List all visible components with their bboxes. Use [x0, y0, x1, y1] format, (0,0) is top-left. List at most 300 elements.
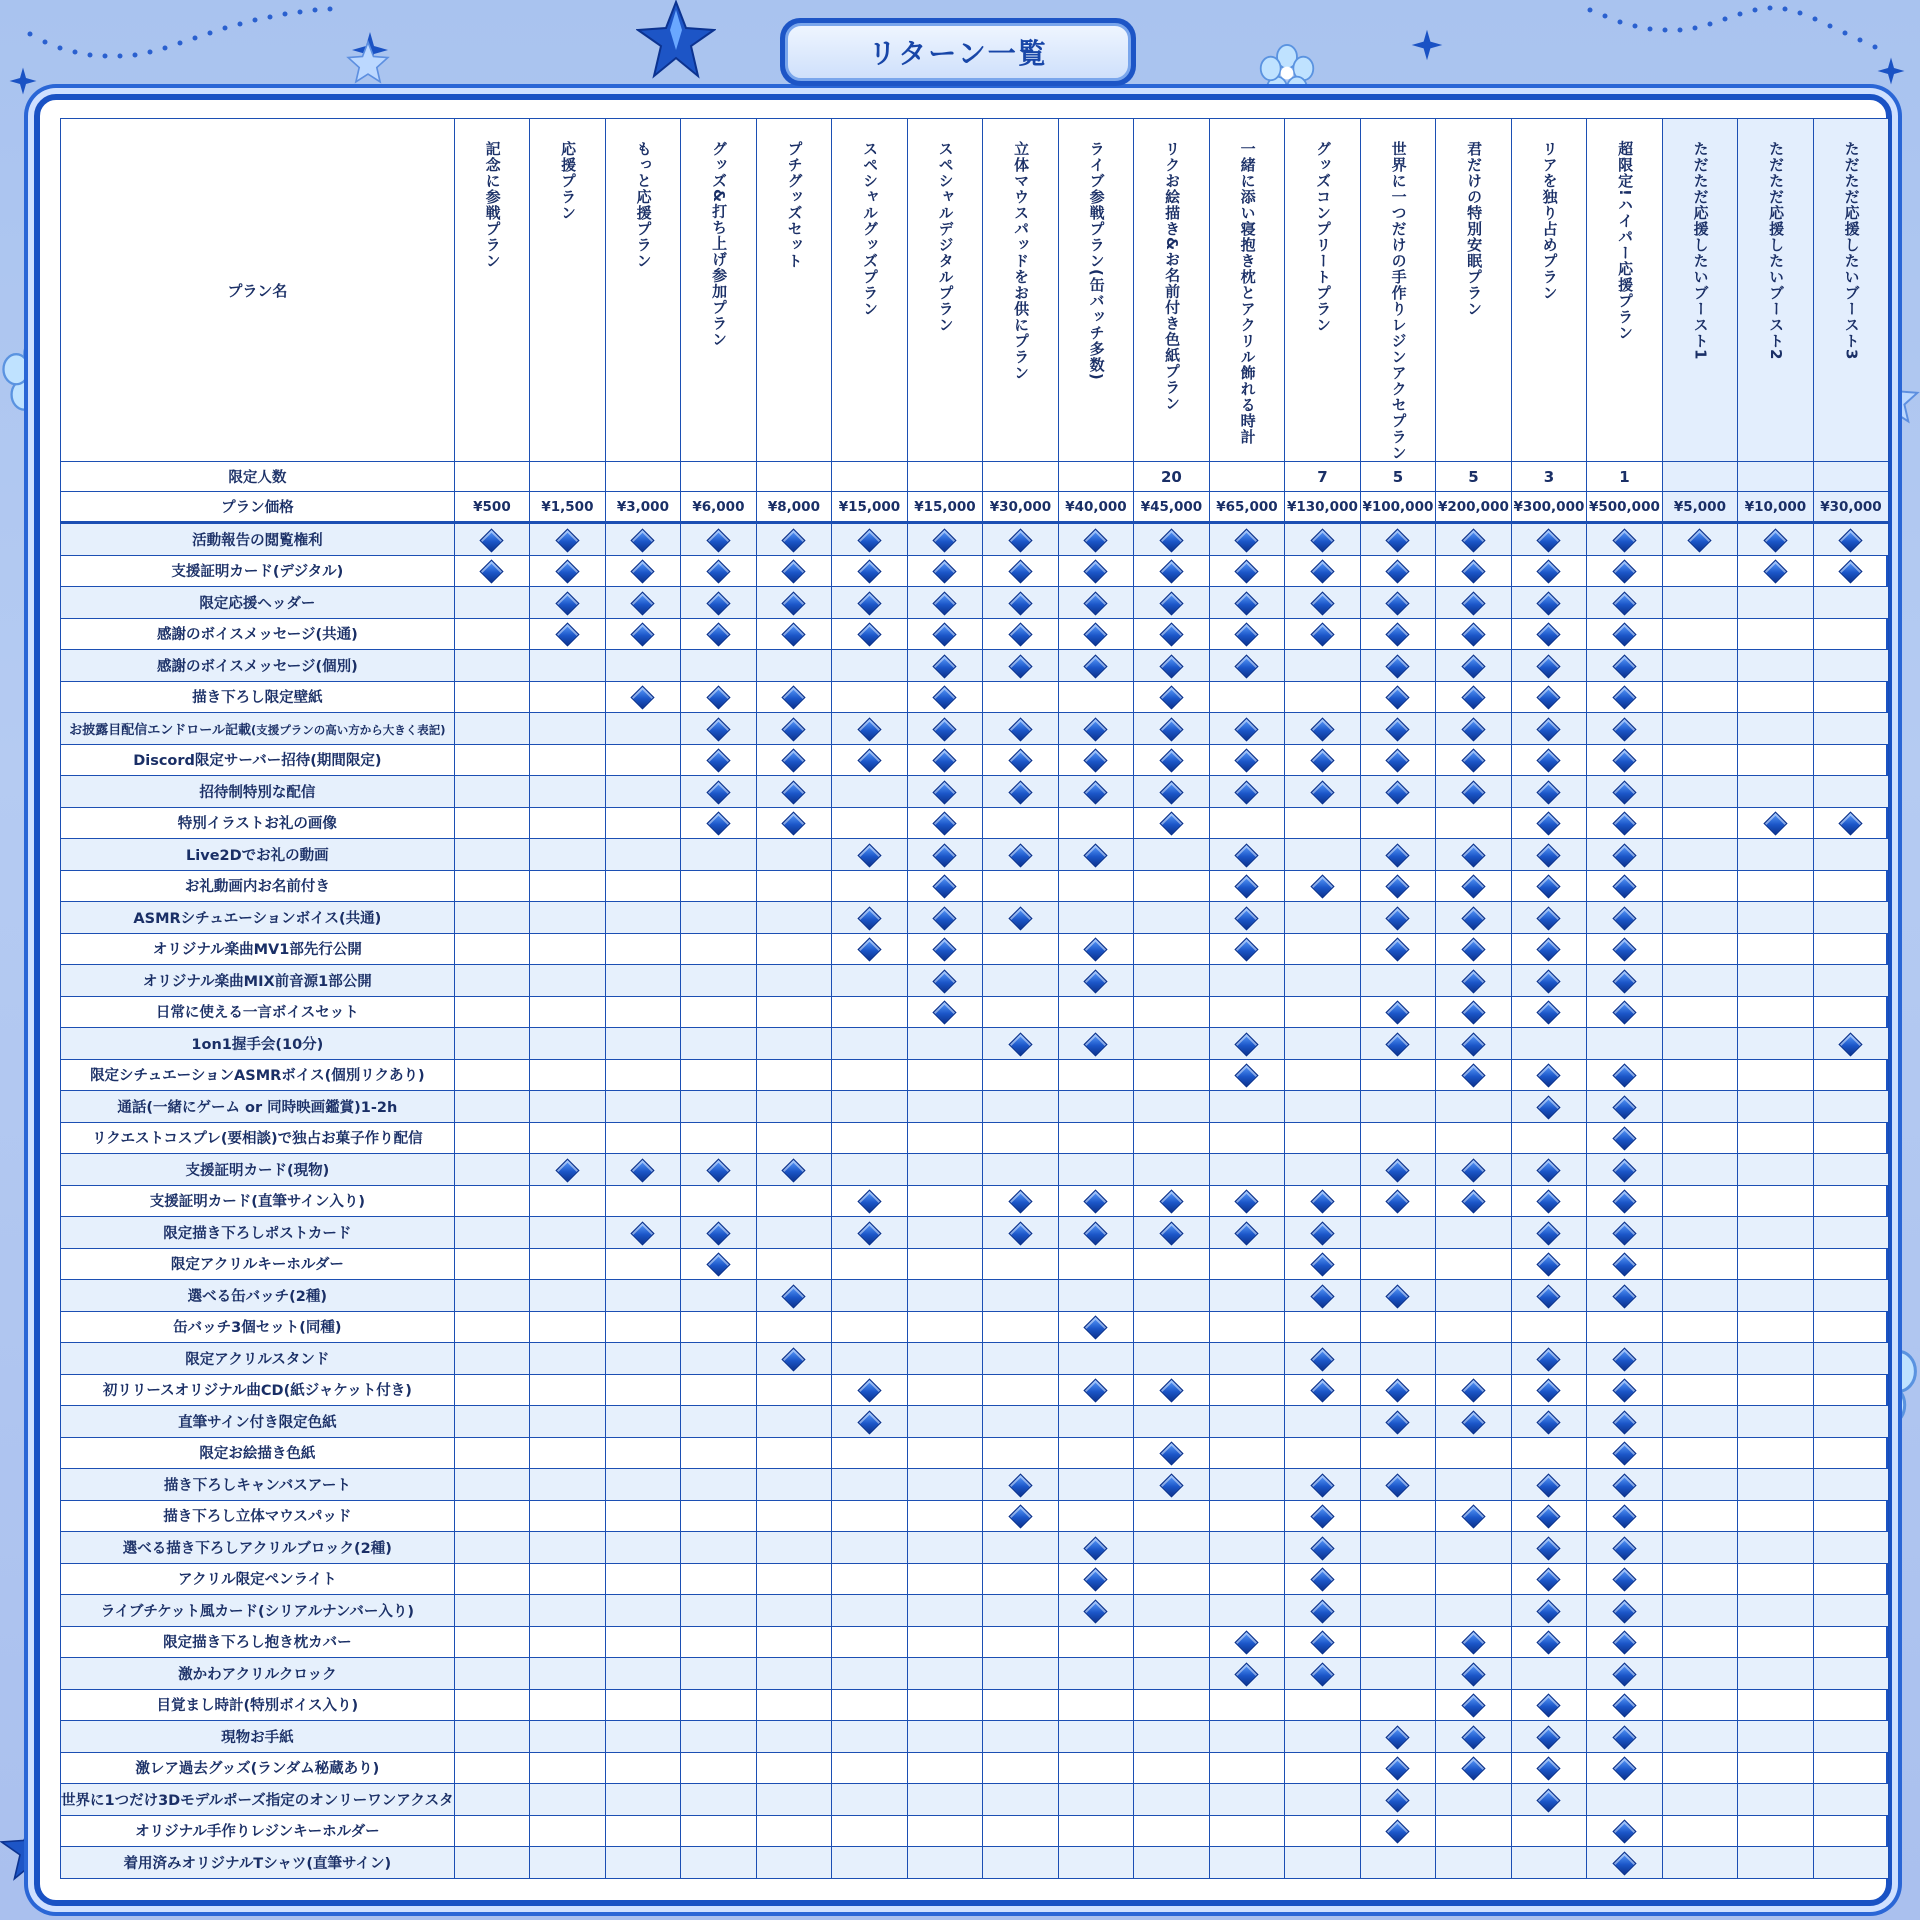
mark-cell [907, 1248, 983, 1280]
blue-diamond-icon [1763, 528, 1787, 552]
return-label-text: 限定アクリルスタンド [185, 1351, 330, 1368]
plan-name: ただただ応援したいブースト1 [1691, 141, 1710, 361]
blue-diamond-icon [782, 560, 806, 584]
plan-limit [454, 462, 530, 492]
plan-name: 一緒に添い寝抱き枕とアクリル飾れる時計 [1238, 141, 1257, 445]
blue-diamond-icon [1310, 1379, 1334, 1403]
return-label [61, 1343, 455, 1375]
blue-diamond-icon [1461, 906, 1485, 930]
blue-diamond-icon [1386, 906, 1410, 930]
mark-cell [983, 870, 1059, 902]
table-row [61, 523, 1889, 556]
mark-cell [605, 1658, 681, 1690]
blue-diamond-icon [1537, 1284, 1561, 1308]
mark-cell [1662, 1626, 1738, 1658]
mark-cell [1587, 681, 1663, 713]
return-label-text: オリジナル楽曲MV1部先行公開 [152, 942, 362, 959]
blue-diamond-icon [1084, 717, 1108, 741]
mark-cell [756, 681, 832, 713]
mark-cell [1813, 1847, 1889, 1879]
mark-cell [983, 587, 1059, 619]
mark-cell [1209, 1626, 1285, 1658]
mark-cell [756, 776, 832, 808]
mark-cell [756, 1469, 832, 1501]
mark-cell [1738, 1658, 1814, 1690]
mark-cell [1662, 996, 1738, 1028]
blue-diamond-icon [1008, 780, 1032, 804]
mark-cell [605, 1469, 681, 1501]
mark-cell [1738, 744, 1814, 776]
plan-limit [1209, 462, 1285, 492]
mark-cell [681, 1658, 757, 1690]
mark-cell [1436, 1437, 1512, 1469]
blue-diamond-icon [1461, 654, 1485, 678]
plan-limit [907, 462, 983, 492]
mark-cell [1813, 744, 1889, 776]
blue-diamond-icon [1235, 780, 1259, 804]
mark-cell [605, 1028, 681, 1060]
mark-cell [832, 1658, 908, 1690]
mark-cell [454, 902, 530, 934]
mark-cell [454, 1689, 530, 1721]
blue-diamond-icon [631, 591, 655, 615]
mark-cell [1587, 776, 1663, 808]
blue-diamond-icon [1386, 1725, 1410, 1749]
mark-cell [1511, 996, 1587, 1028]
mark-cell [605, 1847, 681, 1879]
blue-diamond-icon [1084, 1190, 1108, 1214]
mark-cell [1587, 587, 1663, 619]
mark-cell [1209, 870, 1285, 902]
blue-diamond-icon [1159, 1221, 1183, 1245]
mark-cell [605, 1563, 681, 1595]
mark-cell [1134, 650, 1210, 682]
blue-diamond-icon [1612, 1757, 1636, 1781]
mark-cell [983, 1217, 1059, 1249]
blue-diamond-icon [1537, 686, 1561, 710]
mark-cell [1662, 587, 1738, 619]
mark-cell [454, 1847, 530, 1879]
blue-diamond-icon [1461, 528, 1485, 552]
mark-cell [1285, 1059, 1361, 1091]
mark-cell [756, 1752, 832, 1784]
mark-cell [1209, 1406, 1285, 1438]
mark-cell [1134, 1815, 1210, 1847]
mark-cell [1058, 1059, 1134, 1091]
mark-cell [1134, 681, 1210, 713]
mark-cell [756, 1689, 832, 1721]
plan-header-19 [1813, 119, 1889, 462]
mark-cell [1285, 902, 1361, 934]
plan-name: スペシャルグッズプラン [861, 141, 880, 317]
mark-cell [1587, 1469, 1663, 1501]
mark-cell [907, 1311, 983, 1343]
mark-cell [1738, 933, 1814, 965]
return-label [61, 681, 455, 713]
mark-cell [530, 870, 606, 902]
plan-price: ¥15,000 [907, 492, 983, 523]
mark-cell [1813, 1626, 1889, 1658]
blue-diamond-icon [1612, 780, 1636, 804]
mark-cell [983, 1532, 1059, 1564]
mark-cell [907, 807, 983, 839]
mark-cell [1813, 1815, 1889, 1847]
mark-cell [983, 902, 1059, 934]
mark-cell [530, 1500, 606, 1532]
mark-cell [1285, 1847, 1361, 1879]
blue-diamond-icon [1839, 528, 1863, 552]
blue-diamond-icon [1310, 1473, 1334, 1497]
mark-cell [756, 1658, 832, 1690]
blue-diamond-icon [1537, 1599, 1561, 1623]
mark-cell [832, 1437, 908, 1469]
blue-diamond-icon [706, 528, 730, 552]
blue-diamond-icon [1612, 717, 1636, 741]
limit-row [61, 462, 1889, 492]
plan-header-5 [756, 119, 832, 462]
table-row [61, 870, 1889, 902]
mark-cell [983, 1595, 1059, 1627]
mark-cell [1436, 1217, 1512, 1249]
mark-cell [1134, 1752, 1210, 1784]
mark-cell [1587, 1154, 1663, 1186]
mark-cell [1285, 1469, 1361, 1501]
blue-diamond-icon [1386, 1757, 1410, 1781]
mark-cell [1738, 1374, 1814, 1406]
mark-cell [1134, 523, 1210, 556]
mark-cell [983, 1847, 1059, 1879]
plan-header-6 [832, 119, 908, 462]
mark-cell [983, 1469, 1059, 1501]
mark-cell [1360, 776, 1436, 808]
mark-cell [1209, 1122, 1285, 1154]
mark-cell [1285, 587, 1361, 619]
mark-cell [907, 681, 983, 713]
blue-diamond-icon [1008, 906, 1032, 930]
limit-row-label: 限定人数 [61, 462, 455, 492]
blue-diamond-icon [1386, 1379, 1410, 1403]
mark-cell [1360, 744, 1436, 776]
mark-cell [1285, 1563, 1361, 1595]
mark-cell [1662, 1595, 1738, 1627]
blue-diamond-icon [1461, 1001, 1485, 1025]
blue-diamond-icon [1386, 623, 1410, 647]
mark-cell [605, 1154, 681, 1186]
plan-price: ¥1,500 [530, 492, 606, 523]
mark-cell [907, 555, 983, 587]
blue-diamond-icon [1159, 591, 1183, 615]
return-label [61, 1091, 455, 1123]
plan-name: リクお絵描き&お名前付き色紙プラン [1163, 141, 1182, 412]
mark-cell [1360, 996, 1436, 1028]
mark-cell [756, 933, 832, 965]
blue-diamond-icon [933, 623, 957, 647]
mark-cell [1134, 996, 1210, 1028]
mark-cell [1813, 1469, 1889, 1501]
mark-cell [1587, 1752, 1663, 1784]
return-label-text: 限定描き下ろしポストカード [163, 1225, 352, 1242]
mark-cell [1813, 555, 1889, 587]
return-label-text: 描き下ろしキャンバスアート [163, 1477, 351, 1494]
mark-cell [907, 996, 983, 1028]
mark-cell [681, 1721, 757, 1753]
blue-diamond-icon [1386, 1158, 1410, 1182]
mark-cell [605, 965, 681, 997]
mark-cell [1285, 839, 1361, 871]
mark-cell [1813, 1658, 1889, 1690]
mark-cell [1436, 681, 1512, 713]
return-label-text: 限定アクリルキーホルダー [170, 1257, 344, 1274]
blue-diamond-icon [1612, 1410, 1636, 1434]
mark-cell [1058, 1154, 1134, 1186]
mark-cell [1134, 1122, 1210, 1154]
mark-cell [681, 1532, 757, 1564]
mark-cell [1360, 1406, 1436, 1438]
table-row [61, 1343, 1889, 1375]
return-label-text: 現物お手紙 [221, 1729, 294, 1746]
mark-cell [681, 618, 757, 650]
mark-cell [832, 933, 908, 965]
blue-diamond-icon [1008, 1505, 1032, 1529]
return-label-text: 限定シチュエーションASMRボイス(個別リクあり) [90, 1068, 425, 1085]
plan-name-header: プラン名 [61, 119, 455, 462]
mark-cell [530, 776, 606, 808]
blue-diamond-icon [706, 591, 730, 615]
mark-cell [681, 1311, 757, 1343]
mark-cell [756, 1248, 832, 1280]
blue-diamond-icon [1537, 1001, 1561, 1025]
mark-cell [605, 1500, 681, 1532]
mark-cell [1511, 523, 1587, 556]
blue-diamond-icon [1612, 1725, 1636, 1749]
mark-cell [1360, 839, 1436, 871]
mark-cell [907, 1815, 983, 1847]
return-label-text: 特別イラストお礼の画像 [177, 816, 337, 833]
return-label [61, 587, 455, 619]
mark-cell [1058, 870, 1134, 902]
mark-cell [1511, 713, 1587, 745]
mark-cell [1511, 1217, 1587, 1249]
blue-diamond-icon [1537, 1631, 1561, 1655]
mark-cell [605, 1374, 681, 1406]
plan-limit: 5 [1360, 462, 1436, 492]
mark-cell [1285, 1815, 1361, 1847]
mark-cell [605, 681, 681, 713]
mark-cell [1813, 1721, 1889, 1753]
blue-diamond-icon [706, 1253, 730, 1277]
mark-cell [1134, 1784, 1210, 1816]
mark-cell [1511, 555, 1587, 587]
table-row [61, 1374, 1889, 1406]
mark-cell [1134, 1217, 1210, 1249]
mark-cell [1285, 1721, 1361, 1753]
mark-cell [756, 555, 832, 587]
blue-diamond-icon [1461, 717, 1485, 741]
blue-diamond-icon [1386, 560, 1410, 584]
blue-diamond-icon [1612, 1001, 1636, 1025]
mark-cell [681, 555, 757, 587]
mark-cell [832, 1469, 908, 1501]
mark-cell [1058, 807, 1134, 839]
blue-diamond-icon [1386, 654, 1410, 678]
mark-cell [1436, 839, 1512, 871]
mark-cell [1587, 650, 1663, 682]
mark-cell [530, 587, 606, 619]
mark-cell [681, 1217, 757, 1249]
return-label-text: 目覚まし時計(特別ボイス入り) [156, 1698, 359, 1715]
blue-diamond-icon [631, 686, 655, 710]
table-row [61, 1626, 1889, 1658]
blue-diamond-icon [1310, 1536, 1334, 1560]
mark-cell [1058, 1374, 1134, 1406]
blue-diamond-icon [1084, 969, 1108, 993]
blue-diamond-icon [857, 591, 881, 615]
mark-cell [530, 1374, 606, 1406]
mark-cell [1436, 1280, 1512, 1312]
mark-cell [1738, 1248, 1814, 1280]
mark-cell [907, 902, 983, 934]
mark-cell [530, 1784, 606, 1816]
mark-cell [1436, 523, 1512, 556]
mark-cell [605, 1311, 681, 1343]
return-label [61, 996, 455, 1028]
blue-diamond-icon [1461, 1662, 1485, 1686]
mark-cell [1285, 1374, 1361, 1406]
mark-cell [832, 587, 908, 619]
return-label [61, 1689, 455, 1721]
blue-diamond-icon [1084, 1032, 1108, 1056]
small-star-icon [1876, 56, 1906, 86]
mark-cell [1738, 1091, 1814, 1123]
mark-cell [530, 933, 606, 965]
mark-cell [454, 807, 530, 839]
mark-cell [1134, 1658, 1210, 1690]
mark-cell [756, 650, 832, 682]
mark-cell [1360, 1122, 1436, 1154]
mark-cell [832, 996, 908, 1028]
mark-cell [1738, 1815, 1814, 1847]
mark-cell [907, 1280, 983, 1312]
blue-diamond-icon [1235, 591, 1259, 615]
mark-cell [454, 1784, 530, 1816]
mark-cell [681, 1437, 757, 1469]
mark-cell [530, 1721, 606, 1753]
mark-cell [1360, 1689, 1436, 1721]
mark-cell [454, 1532, 530, 1564]
table-row [61, 1122, 1889, 1154]
mark-cell [1587, 1689, 1663, 1721]
mark-cell [1587, 1248, 1663, 1280]
mark-cell [681, 1595, 757, 1627]
blue-diamond-icon [1310, 1631, 1334, 1655]
mark-cell [605, 650, 681, 682]
mark-cell [1209, 1343, 1285, 1375]
mark-cell [756, 807, 832, 839]
mark-cell [1436, 1626, 1512, 1658]
mark-cell [454, 681, 530, 713]
mark-cell [1134, 618, 1210, 650]
mark-cell [681, 965, 757, 997]
table-row [61, 1721, 1889, 1753]
mark-cell [454, 1217, 530, 1249]
mark-cell [983, 1815, 1059, 1847]
mark-cell [530, 1028, 606, 1060]
return-label-text: アクリル限定ペンライト [178, 1572, 337, 1589]
mark-cell [1511, 776, 1587, 808]
mark-cell [1134, 1059, 1210, 1091]
mark-cell [1813, 1532, 1889, 1564]
plan-limit [832, 462, 908, 492]
plan-limit: 1 [1587, 462, 1663, 492]
mark-cell [983, 1248, 1059, 1280]
blue-diamond-icon [1008, 654, 1032, 678]
mark-cell [1134, 902, 1210, 934]
mark-cell [1134, 587, 1210, 619]
table-row [61, 902, 1889, 934]
mark-cell [1285, 1343, 1361, 1375]
mark-cell [1587, 839, 1663, 871]
blue-diamond-icon [1839, 1032, 1863, 1056]
mark-cell [1738, 587, 1814, 619]
return-label [61, 523, 455, 556]
mark-cell [983, 1406, 1059, 1438]
table-row [61, 1847, 1889, 1879]
table-row [61, 1059, 1889, 1091]
mark-cell [1587, 1122, 1663, 1154]
mark-cell [756, 1500, 832, 1532]
blue-diamond-icon [933, 938, 957, 962]
mark-cell [1436, 744, 1512, 776]
mark-cell [756, 1721, 832, 1753]
blue-diamond-icon [857, 749, 881, 773]
return-label [61, 1437, 455, 1469]
mark-cell [1738, 996, 1814, 1028]
mark-cell [1436, 1658, 1512, 1690]
mark-cell [1360, 1154, 1436, 1186]
mark-cell [832, 1248, 908, 1280]
mark-cell [983, 1374, 1059, 1406]
mark-cell [530, 1626, 606, 1658]
mark-cell [1360, 870, 1436, 902]
mark-cell [1134, 1374, 1210, 1406]
blue-diamond-icon [631, 1158, 655, 1182]
mark-cell [832, 1122, 908, 1154]
mark-cell [907, 650, 983, 682]
blue-diamond-icon [1310, 1284, 1334, 1308]
mark-cell [1209, 807, 1285, 839]
return-label-text: 限定応援ヘッダー [199, 595, 316, 612]
table-row [61, 1595, 1889, 1627]
mark-cell [1360, 1532, 1436, 1564]
mark-cell [1662, 523, 1738, 556]
table-row [61, 996, 1889, 1028]
blue-diamond-icon [1159, 1442, 1183, 1466]
mark-cell [1209, 1311, 1285, 1343]
blue-diamond-icon [1537, 1788, 1561, 1812]
table-row [61, 1248, 1889, 1280]
mark-cell [1511, 1343, 1587, 1375]
mark-cell [1813, 1311, 1889, 1343]
mark-cell [1436, 933, 1512, 965]
blue-diamond-icon [1386, 591, 1410, 615]
return-label-text: Discord限定サーバー招待(期間限定) [133, 753, 382, 770]
blue-diamond-icon [1235, 1221, 1259, 1245]
plan-header-12 [1285, 119, 1361, 462]
mark-cell [681, 902, 757, 934]
mark-cell [756, 1784, 832, 1816]
table-row [61, 1406, 1889, 1438]
mark-cell [1738, 1122, 1814, 1154]
